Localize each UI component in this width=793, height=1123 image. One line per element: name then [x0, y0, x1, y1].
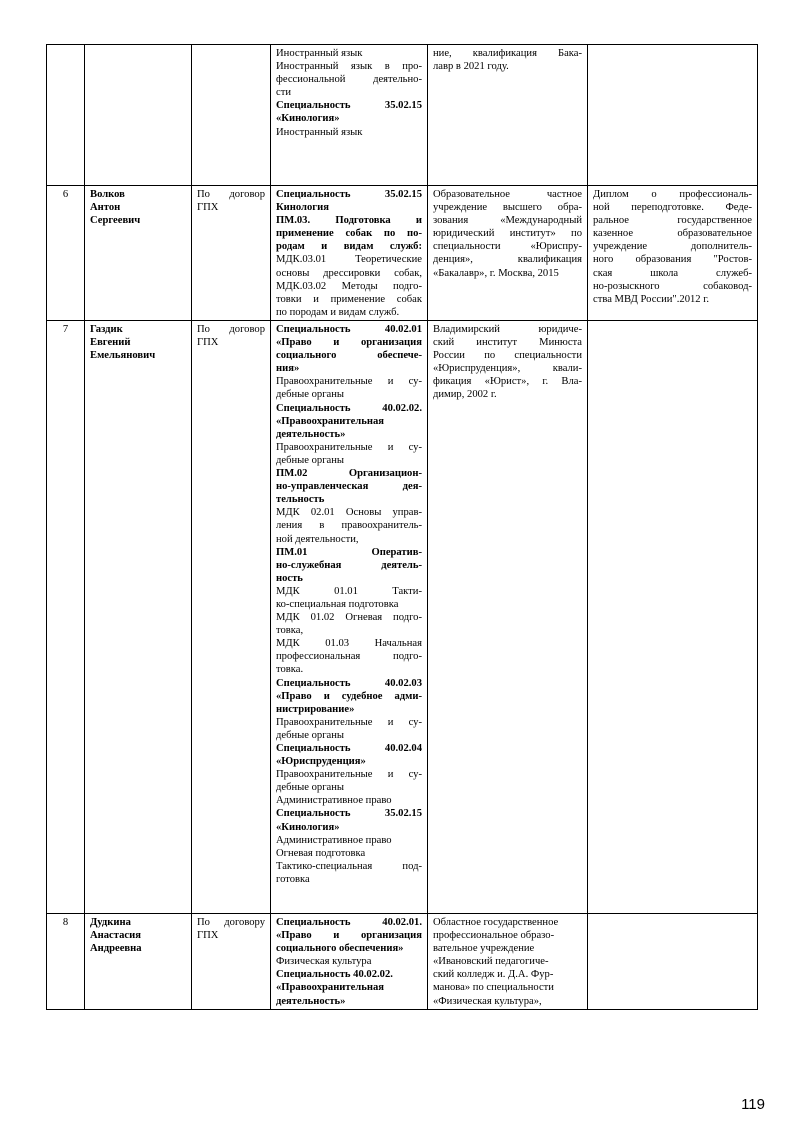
discipline-line: Специальность 40.02.01.	[276, 917, 422, 928]
education-line: Образовательное частное	[433, 189, 582, 200]
discipline-line: готовка	[276, 873, 310, 885]
education-line: фикация «Юрист», г. Вла-	[433, 376, 582, 388]
contract-line: ГПХ	[197, 202, 219, 214]
row-number: 6	[47, 186, 85, 321]
contract-type	[192, 914, 271, 1010]
qualification-line: ства МВД России".2012 г.	[593, 293, 710, 305]
discipline-line: ПМ.02 Организацион-	[276, 468, 422, 480]
name-part: Евгений	[90, 337, 131, 349]
education-line: димир, 2002 г.	[433, 389, 497, 401]
discipline-line: профессиональная подго-	[276, 651, 422, 663]
discipline-line: Специальность 40.02.01	[276, 324, 422, 335]
discipline-line: МДК 01.03 Начальная	[276, 638, 422, 650]
discipline-line: Правоохранительные и су-	[276, 716, 422, 728]
qualification	[588, 186, 758, 321]
education-line: зования «Международный	[433, 215, 582, 227]
education-line: манова» по специальности	[433, 982, 554, 994]
discipline-line: ления в правоохранитель-	[276, 520, 422, 532]
discipline-line: Административное право	[276, 834, 392, 846]
discipline-line: дебные органы	[276, 389, 345, 401]
discipline-line: Тактико-специальная под-	[276, 860, 422, 872]
name-part: Емельянович	[90, 350, 156, 362]
discipline-line: дебные органы	[276, 782, 345, 794]
discipline-line: «Право и судебное адми-	[276, 690, 422, 702]
education	[428, 186, 588, 321]
disciplines	[271, 914, 428, 1010]
discipline-line: Правоохранительные и су-	[276, 769, 422, 781]
row-number: 7	[47, 321, 85, 914]
discipline-line: товка.	[276, 664, 304, 676]
discipline-line: «Право и организация	[276, 337, 422, 349]
contract-type	[192, 321, 271, 914]
discipline-line: но-управленческая дея-	[276, 481, 422, 493]
table-row	[47, 914, 758, 1010]
education-line: ние, квалификация Бака-	[433, 48, 582, 59]
name-part: Волков	[90, 189, 125, 200]
education-line: «Бакалавр», г. Москва, 2015	[433, 267, 559, 279]
teacher-name	[85, 321, 192, 914]
disciplines	[271, 45, 428, 186]
discipline-line: Огневая подготовка	[276, 847, 366, 859]
qualification-line: ральное государственное	[593, 215, 752, 227]
name-part: Сергеевич	[90, 215, 141, 227]
discipline-line: по породам и видам служб.	[276, 306, 400, 318]
table-row	[47, 186, 758, 321]
discipline-line: ность	[276, 572, 303, 584]
education-line: «Ивановский педагогиче-	[433, 956, 549, 968]
education-line: лавр в 2021 году.	[433, 61, 509, 73]
discipline-line: деятельность»	[276, 428, 346, 440]
discipline-line: Правоохранительные и су-	[276, 441, 422, 453]
discipline-line: Специальность 40.02.03	[276, 677, 422, 689]
contract-line: По договор	[197, 189, 265, 200]
name-part: Дудкина	[90, 917, 131, 928]
disciplines	[271, 186, 428, 321]
discipline-line: Кинология	[276, 202, 329, 214]
discipline-line: «Кинология»	[276, 821, 340, 833]
staff-table	[46, 44, 758, 1010]
education-line: профессиональное образо-	[433, 930, 555, 942]
qualification-line: ного образования "Ростов-	[593, 254, 752, 266]
discipline-line: тельность	[276, 494, 325, 506]
discipline-line: МДК.03.02 Методы подго-	[276, 280, 422, 292]
qualification	[588, 914, 758, 1010]
discipline-line: сти	[276, 87, 292, 99]
discipline-line: «Право и организация	[276, 930, 422, 942]
name-part: Андреевна	[90, 943, 142, 955]
discipline-line: товки и применение собак	[276, 293, 422, 305]
teacher-name	[85, 186, 192, 321]
education-line: вательное учреждение	[433, 943, 535, 955]
discipline-line: ПМ.03. Подготовка и	[276, 215, 422, 227]
discipline-line: Иностранный язык в про-	[276, 61, 422, 73]
discipline-line: ной деятельности,	[276, 533, 359, 545]
discipline-line: но-служебная деятель-	[276, 559, 422, 571]
discipline-line: Специальность 35.02.15	[276, 100, 422, 112]
education-line: учреждение высшего обра-	[433, 202, 582, 214]
education-line: Владимирский юридиче-	[433, 324, 582, 335]
disciplines	[271, 321, 428, 914]
discipline-line: дебные органы	[276, 729, 345, 741]
contract-line: По договору	[197, 917, 265, 928]
discipline-line: деятельность»	[276, 995, 346, 1007]
table-row	[47, 45, 758, 186]
discipline-line: Специальность 35.02.15	[276, 808, 422, 820]
discipline-line: «Правоохранительная	[276, 982, 384, 994]
education-line: денция», квалификация	[433, 254, 582, 266]
discipline-line: МДК 01.02 Огневая подго-	[276, 612, 422, 624]
discipline-line: нистрирование»	[276, 703, 355, 715]
page-number: 119	[741, 1096, 765, 1113]
discipline-line: применение собак по по-	[276, 228, 422, 240]
education-line: России по специальности	[433, 350, 582, 362]
discipline-line: МДК.03.01 Теоретические	[276, 254, 422, 266]
row-number: 8	[47, 914, 85, 1010]
discipline-line: Специальность 40.02.02.	[276, 969, 393, 981]
education	[428, 321, 588, 914]
discipline-line: «Юриспруденция»	[276, 756, 366, 768]
teacher-name	[85, 914, 192, 1010]
discipline-line: МДК 02.01 Основы управ-	[276, 507, 422, 519]
qualification	[588, 321, 758, 914]
education-line: ский институт Минюста	[433, 337, 582, 349]
discipline-line: Иностранный язык	[276, 48, 363, 59]
table-body	[47, 45, 758, 1010]
discipline-line: ПМ.01 Оператив-	[276, 546, 422, 558]
teacher-name	[85, 45, 192, 186]
discipline-line: товка,	[276, 625, 304, 637]
discipline-line: Физическая культура	[276, 956, 372, 968]
name-part: Антон	[90, 202, 121, 214]
contract-line: По договор	[197, 324, 265, 335]
education-line: специальности «Юриспру-	[433, 241, 582, 253]
discipline-line: социального обеспече-	[276, 350, 422, 362]
name-part: Анастасия	[90, 930, 141, 942]
education-line: «Юриспруденция», квали-	[433, 363, 582, 375]
discipline-line: родам и видам служб:	[276, 241, 422, 253]
discipline-line: МДК 01.01 Такти-	[276, 585, 422, 597]
education-line: юридический институт» по	[433, 228, 582, 240]
qualification-line: Диплом о профессиональ-	[593, 189, 752, 200]
qualification	[588, 45, 758, 186]
education-line: Областное государственное	[433, 917, 559, 928]
contract-line: ГПХ	[197, 930, 219, 942]
discipline-line: ния»	[276, 363, 300, 375]
qualification-line: но-розыскного собаковод-	[593, 280, 752, 292]
discipline-line: социального обеспечения»	[276, 943, 404, 955]
education-line: «Физическая культура»,	[433, 995, 542, 1007]
discipline-line: фессиональной деятельно-	[276, 74, 422, 86]
qualification-line: ной переподготовке. Феде-	[593, 202, 752, 214]
qualification-line: казенное образовательное	[593, 228, 752, 240]
contract-type	[192, 45, 271, 186]
discipline-line: ко-специальная подготовка	[276, 598, 399, 610]
education-line: ский колледж и. Д.А. Фур-	[433, 969, 554, 981]
qualification-line: ская школа служеб-	[593, 267, 752, 279]
discipline-line: Специальность 40.02.02.	[276, 402, 422, 414]
discipline-line: Правоохранительные и су-	[276, 376, 422, 388]
discipline-line: «Правоохранительная	[276, 415, 384, 427]
discipline-line: «Кинология»	[276, 113, 340, 125]
qualification-line: учреждение дополнитель-	[593, 241, 752, 253]
discipline-line: Специальность 40.02.04	[276, 743, 422, 754]
discipline-line: основы дрессировки собак,	[276, 267, 422, 279]
discipline-line: Специальность 35.02.15	[276, 189, 422, 200]
contract-line: ГПХ	[197, 337, 219, 349]
discipline-line: дебные органы	[276, 454, 345, 466]
table-row	[47, 321, 758, 914]
contract-type	[192, 186, 271, 321]
discipline-line: Иностранный язык	[276, 126, 363, 138]
row-number	[47, 45, 85, 186]
name-part: Газдик	[90, 324, 123, 335]
education	[428, 914, 588, 1010]
education	[428, 45, 588, 186]
discipline-line: Административное право	[276, 795, 392, 807]
